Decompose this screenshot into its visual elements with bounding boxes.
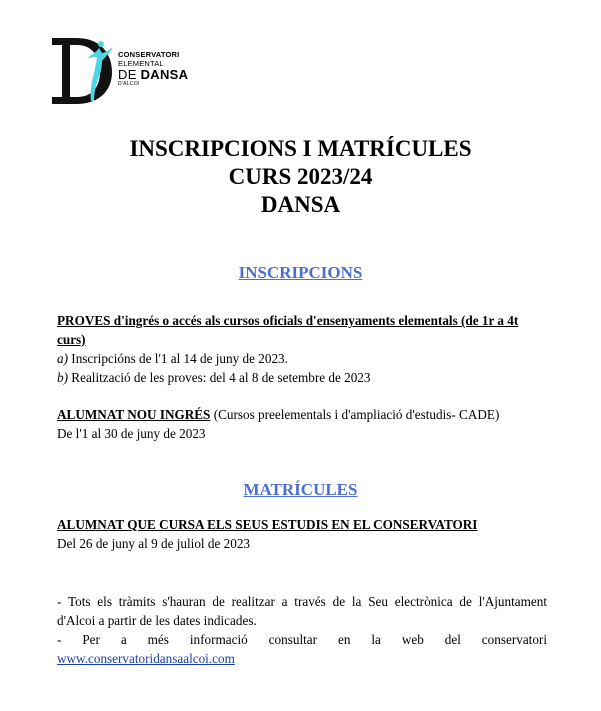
item-b-letter: b) bbox=[57, 370, 68, 385]
note-1-line-2: d'Alcoi a partir de les dates indicades. bbox=[57, 613, 257, 628]
inscripcions-heading: INSCRIPCIONS bbox=[238, 263, 363, 282]
nou-ingres-note: (Cursos preelementals i d'ampliació d'estudis- CADE) bbox=[210, 407, 500, 422]
note-1-line-1: - Tots els tràmits s'hauran de realitzar a través de la Seu electrònica de l'Ajuntament bbox=[57, 594, 547, 609]
proves-item-a bbox=[57, 349, 547, 368]
notes-section bbox=[57, 592, 547, 668]
matricules-heading: MATRÍCULES bbox=[243, 480, 358, 499]
matricules-title: ALUMNAT QUE CURSA ELS SEUS ESTUDIS EN EL CONSERVATORI bbox=[57, 517, 478, 532]
logo-line-elemental: ELEMENTAL bbox=[118, 58, 164, 68]
title-line-3: DANSA bbox=[260, 192, 341, 217]
logo-line-alcoi: D'ALCOI bbox=[118, 81, 140, 87]
nou-ingres-dates: De l'1 al 30 de juny de 2023 bbox=[57, 426, 206, 441]
matricules-dates: Del 26 de juny al 9 de juliol de 2023 bbox=[57, 536, 251, 551]
nou-ingres-title: ALUMNAT NOU INGRÉS bbox=[57, 407, 211, 422]
conservatori-web-link[interactable]: www.conservatoridansaalcoi.com bbox=[57, 651, 235, 666]
item-b-text: Realització de les proves: del 4 al 8 de setembre de 2023 bbox=[68, 370, 371, 385]
logo-line-conservatori: CONSERVATORI bbox=[118, 50, 180, 59]
proves-title: PROVES d'ingrés o accés als cursos oficials d'ensenyaments elementals (de 1r a 4t curs) bbox=[57, 313, 519, 347]
logo-de: DE bbox=[118, 67, 141, 82]
proves-item-b bbox=[57, 368, 547, 387]
nou-ingres-line bbox=[57, 405, 547, 424]
title-line-1: INSCRIPCIONS I MATRÍCULES bbox=[129, 136, 472, 161]
item-a-text: Inscripcións de l'1 al 14 de juny de 2023. bbox=[68, 351, 288, 366]
logo-line-dansa bbox=[118, 68, 188, 81]
dancer-d-logo-icon bbox=[50, 35, 120, 107]
proves-section bbox=[57, 311, 547, 387]
conservatori-logo bbox=[50, 35, 200, 107]
title-line-2: CURS 2023/24 bbox=[228, 164, 373, 189]
matricules-section bbox=[57, 515, 547, 553]
note-2-line-1: - Per a més informació consultar en la web del conservatori bbox=[57, 632, 547, 647]
item-a-letter: a) bbox=[57, 351, 68, 366]
logo-dansa: DANSA bbox=[140, 67, 189, 82]
nou-ingres-section bbox=[57, 405, 547, 443]
logo-text bbox=[118, 51, 188, 87]
